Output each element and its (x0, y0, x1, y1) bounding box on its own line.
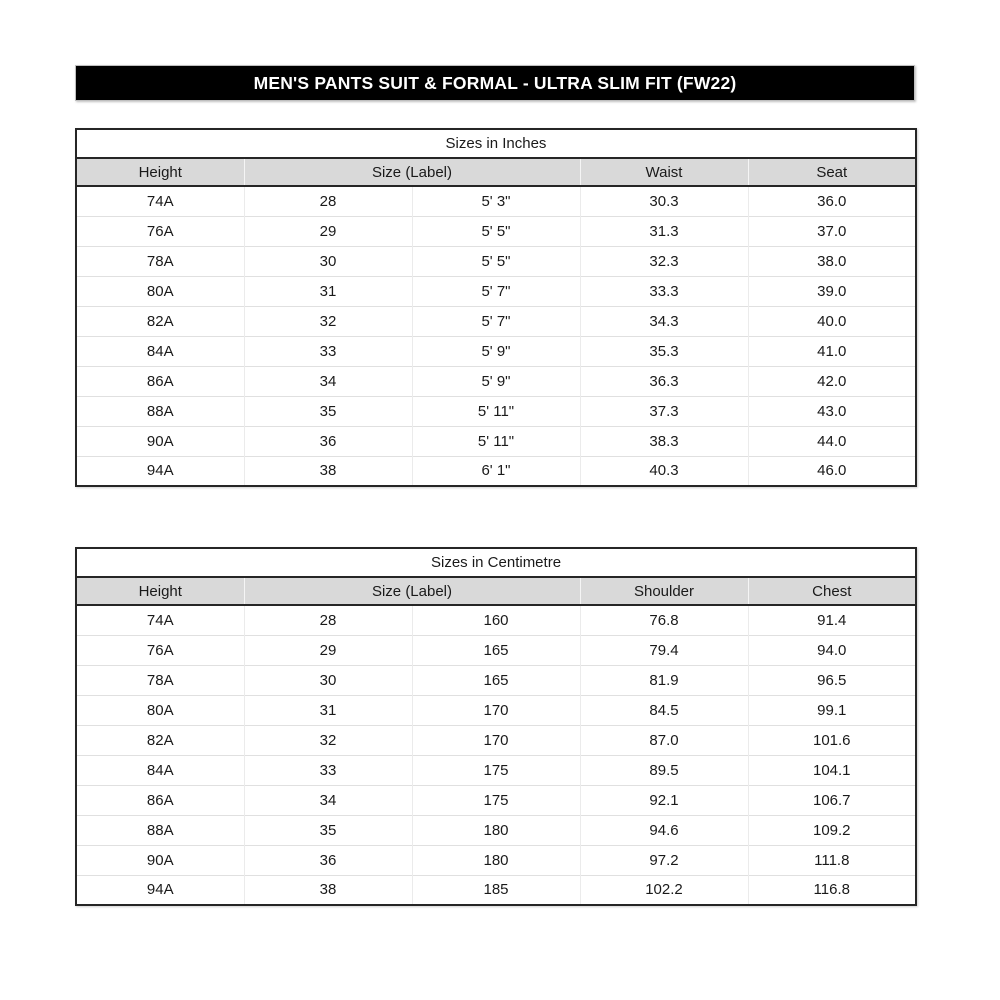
table-cell: 116.8 (748, 875, 916, 905)
table-cell: 36 (244, 845, 412, 875)
table-cell: 84A (76, 755, 244, 785)
table-cell: 5' 7" (412, 276, 580, 306)
table-cell: 29 (244, 216, 412, 246)
table-cell: 165 (412, 665, 580, 695)
table-cell: 101.6 (748, 725, 916, 755)
table-cell: 31.3 (580, 216, 748, 246)
table-cell: 80A (76, 276, 244, 306)
table-body (76, 605, 916, 905)
table-cell: 111.8 (748, 845, 916, 875)
table-cell: 94A (76, 875, 244, 905)
table-cell: 170 (412, 725, 580, 755)
table-cell: 175 (412, 755, 580, 785)
table-row (76, 396, 916, 426)
table-cell: 97.2 (580, 845, 748, 875)
table-cell: 42.0 (748, 366, 916, 396)
column-header-seat: Seat (748, 158, 916, 186)
table-row (76, 186, 916, 216)
table-cell: 88A (76, 396, 244, 426)
table-cell: 5' 9" (412, 366, 580, 396)
column-header-size-label: Size (Label) (244, 158, 580, 186)
table-cell: 31 (244, 695, 412, 725)
column-header-chest: Chest (748, 577, 916, 605)
table-header-row (76, 158, 916, 186)
column-header-height: Height (76, 577, 244, 605)
sizes-in-centimetre-table (75, 547, 917, 906)
table-cell: 87.0 (580, 725, 748, 755)
table-cell: 5' 7" (412, 306, 580, 336)
sizes-in-inches-table (75, 128, 917, 487)
table-cell: 36.0 (748, 186, 916, 216)
table-cell: 29 (244, 635, 412, 665)
table-row (76, 246, 916, 276)
table-cell: 89.5 (580, 755, 748, 785)
table-cell: 6' 1" (412, 456, 580, 486)
table-cell: 32 (244, 725, 412, 755)
table-cell: 30 (244, 246, 412, 276)
table-cell: 96.5 (748, 665, 916, 695)
table-row (76, 366, 916, 396)
table-cell: 37.3 (580, 396, 748, 426)
table-cell: 79.4 (580, 635, 748, 665)
table-cell: 80A (76, 695, 244, 725)
column-header-size-label: Size (Label) (244, 577, 580, 605)
table-cell: 40.0 (748, 306, 916, 336)
table-cell: 170 (412, 695, 580, 725)
table-cell: 76A (76, 635, 244, 665)
table-cell: 180 (412, 845, 580, 875)
table-cell: 74A (146, 611, 174, 629)
table-cell: 109.2 (748, 815, 916, 845)
table-cell: 32.3 (580, 246, 748, 276)
table-cell: 82A (76, 306, 244, 336)
table-cell: 41.0 (748, 336, 916, 366)
table-cell: 88A (76, 815, 244, 845)
table-cell: 5' 11" (412, 426, 580, 456)
table-cell: 86A (76, 366, 244, 396)
table-row (76, 456, 916, 486)
table-row (76, 426, 916, 456)
table-cell: 106.7 (748, 785, 916, 815)
table-cell: 34 (244, 366, 412, 396)
table-cell: 81.9 (580, 665, 748, 695)
table-cell: 74A (146, 192, 174, 210)
table-cell: 31 (244, 276, 412, 306)
table-cell: 38 (244, 875, 412, 905)
table-cell: 40.3 (580, 456, 748, 486)
table-cell: 76A (76, 216, 244, 246)
table-row (76, 336, 916, 366)
table-cell: 90A (76, 845, 244, 875)
table-cell: 34.3 (580, 306, 748, 336)
table-cell: 5' 3" (412, 186, 580, 216)
table-cell: 180 (412, 815, 580, 845)
table-cell: 78A (76, 665, 244, 695)
table-body (76, 186, 916, 486)
table-cell: 35 (244, 396, 412, 426)
table-cell: 104.1 (748, 755, 916, 785)
table-row (76, 725, 916, 755)
table-cell: 38.3 (580, 426, 748, 456)
table-cell: 92.1 (580, 785, 748, 815)
table-row (76, 216, 916, 246)
table-row (76, 276, 916, 306)
table-cell: 94A (76, 456, 244, 486)
table-title-row (76, 548, 916, 577)
table-cell: 38 (244, 456, 412, 486)
column-header-height: Height (76, 158, 244, 186)
table-row (76, 815, 916, 845)
table-cell: 38.0 (748, 246, 916, 276)
table-row (76, 665, 916, 695)
table-cell: 5' 5" (412, 216, 580, 246)
table-row (76, 695, 916, 725)
table-cell: 37.0 (748, 216, 916, 246)
table-cell: 32 (244, 306, 412, 336)
table-row (76, 875, 916, 905)
table-cell: 44.0 (748, 426, 916, 456)
table-cell: 86A (76, 785, 244, 815)
table-cell: 5' 11" (412, 396, 580, 426)
table-row (76, 605, 916, 635)
table-cell: 28 (244, 605, 412, 635)
table-row (76, 785, 916, 815)
table-cell: 36 (244, 426, 412, 456)
table-title-row (76, 129, 916, 158)
table-cell: 33.3 (580, 276, 748, 306)
table-cell: 99.1 (748, 695, 916, 725)
table-cell: 165 (412, 635, 580, 665)
table-title: Sizes in Inches (76, 129, 916, 158)
table-title: Sizes in Centimetre (76, 548, 916, 577)
table-cell: 185 (412, 875, 580, 905)
table-row (76, 635, 916, 665)
table-cell: 5' 5" (412, 246, 580, 276)
table-cell: 36.3 (580, 366, 748, 396)
table-cell: 94.0 (748, 635, 916, 665)
table-cell: 34 (244, 785, 412, 815)
table-cell: 91.4 (748, 605, 916, 635)
table-cell: 175 (412, 785, 580, 815)
table-cell: 94.6 (580, 815, 748, 845)
table-row (76, 306, 916, 336)
table-cell: 28 (244, 186, 412, 216)
table-cell: 76.8 (580, 605, 748, 635)
table-cell: 46.0 (748, 456, 916, 486)
table-cell: 43.0 (748, 396, 916, 426)
table-row (76, 845, 916, 875)
table-cell: 160 (412, 605, 580, 635)
table-cell: 35 (244, 815, 412, 845)
table-cell: 30 (244, 665, 412, 695)
table-cell: 102.2 (580, 875, 748, 905)
table-cell: 84.5 (580, 695, 748, 725)
table-cell: 90A (76, 426, 244, 456)
table-cell: 78A (76, 246, 244, 276)
table-cell: 5' 9" (412, 336, 580, 366)
table-row (76, 755, 916, 785)
table-header-row (76, 577, 916, 605)
table-cell: 82A (76, 725, 244, 755)
table-cell: 35.3 (580, 336, 748, 366)
column-header-waist: Waist (580, 158, 748, 186)
table-cell: 39.0 (748, 276, 916, 306)
table-cell: 84A (76, 336, 244, 366)
column-header-shoulder: Shoulder (580, 577, 748, 605)
table-cell: 33 (244, 336, 412, 366)
table-cell: 33 (244, 755, 412, 785)
banner-title: MEN'S PANTS SUIT & FORMAL - ULTRA SLIM FIT (FW22) (75, 65, 915, 101)
table-cell: 30.3 (580, 186, 748, 216)
